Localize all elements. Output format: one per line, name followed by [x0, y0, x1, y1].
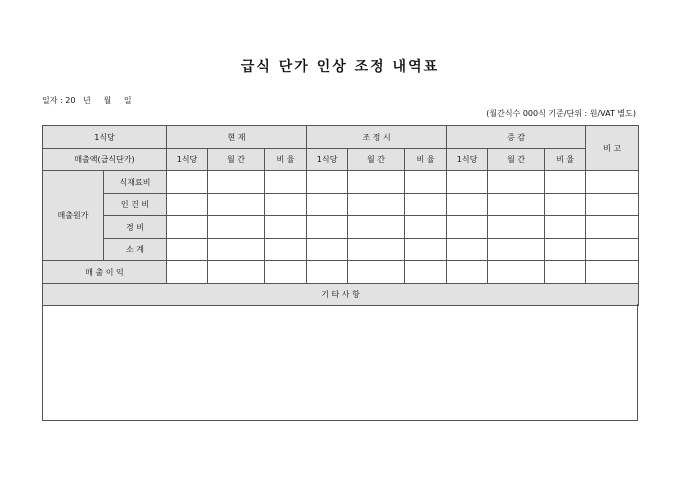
data-cell[interactable] — [307, 194, 348, 216]
sub-header: 비 율 — [405, 149, 447, 171]
data-cell[interactable] — [447, 261, 488, 284]
data-cell[interactable] — [265, 216, 307, 239]
data-cell[interactable] — [167, 216, 208, 239]
data-cell[interactable] — [167, 171, 208, 194]
data-cell[interactable] — [208, 216, 265, 239]
data-cell[interactable] — [405, 261, 447, 284]
gross-profit-label: 매 출 이 익 — [43, 261, 167, 284]
cost-item-label: 인 건 비 — [104, 194, 167, 216]
data-cell[interactable] — [348, 171, 405, 194]
data-cell[interactable] — [307, 261, 348, 284]
data-cell[interactable] — [307, 239, 348, 261]
data-cell[interactable] — [208, 171, 265, 194]
data-cell[interactable] — [447, 239, 488, 261]
unit-note: (월간식수 000식 기준/단위 : 원/VAT 별도) — [486, 109, 636, 118]
data-cell[interactable] — [488, 239, 545, 261]
data-cell[interactable] — [265, 261, 307, 284]
data-cell[interactable] — [405, 216, 447, 239]
data-cell[interactable] — [545, 171, 586, 194]
data-cell[interactable] — [447, 216, 488, 239]
adjusted-header: 조 정 시 — [307, 126, 447, 149]
data-cell[interactable] — [545, 194, 586, 216]
sub-header: 1식당 — [307, 149, 348, 171]
change-header: 증 감 — [447, 126, 586, 149]
data-cell[interactable] — [488, 194, 545, 216]
data-cell[interactable] — [208, 194, 265, 216]
data-cell[interactable] — [405, 194, 447, 216]
sub-header: 비 율 — [265, 149, 307, 171]
cost-item-label: 경 비 — [104, 216, 167, 239]
date-line: 일자 : 20 년 월 일 — [42, 96, 132, 105]
other-matters-box[interactable] — [42, 304, 638, 421]
data-cell[interactable] — [167, 261, 208, 284]
data-cell[interactable] — [307, 216, 348, 239]
data-cell[interactable] — [265, 239, 307, 261]
data-cell[interactable] — [447, 171, 488, 194]
data-cell[interactable] — [348, 216, 405, 239]
price-adjustment-table — [42, 125, 639, 306]
data-cell[interactable] — [586, 194, 639, 216]
data-cell[interactable] — [348, 194, 405, 216]
data-cell[interactable] — [405, 171, 447, 194]
data-cell[interactable] — [447, 194, 488, 216]
sub-header: 1식당 — [447, 149, 488, 171]
data-cell[interactable] — [167, 239, 208, 261]
per-meal-header: 1식당 — [43, 126, 167, 149]
sales-header: 매출액(급식단가) — [43, 149, 167, 171]
data-cell[interactable] — [488, 216, 545, 239]
cost-item-label: 소 계 — [104, 239, 167, 261]
data-cell[interactable] — [208, 261, 265, 284]
sub-header: 1식당 — [167, 149, 208, 171]
data-cell[interactable] — [586, 216, 639, 239]
data-cell[interactable] — [545, 216, 586, 239]
cost-item-label: 식재료비 — [104, 171, 167, 194]
data-cell[interactable] — [208, 239, 265, 261]
cost-group-label: 매출원가 — [43, 171, 104, 261]
data-cell[interactable] — [586, 239, 639, 261]
data-cell[interactable] — [348, 261, 405, 284]
remarks-header: 비 고 — [586, 126, 639, 171]
data-cell[interactable] — [545, 239, 586, 261]
sub-header: 비 율 — [545, 149, 586, 171]
sub-header: 월 간 — [348, 149, 405, 171]
data-cell[interactable] — [586, 171, 639, 194]
data-cell[interactable] — [265, 194, 307, 216]
data-cell[interactable] — [586, 261, 639, 284]
current-header: 현 재 — [167, 126, 307, 149]
sub-header: 월 간 — [488, 149, 545, 171]
data-cell[interactable] — [348, 239, 405, 261]
data-cell[interactable] — [488, 261, 545, 284]
data-cell[interactable] — [307, 171, 348, 194]
data-cell[interactable] — [545, 261, 586, 284]
data-cell[interactable] — [488, 171, 545, 194]
document-title: 급식 단가 인상 조정 내역표 — [240, 59, 440, 75]
other-matters-header: 기 타 사 항 — [43, 284, 639, 306]
data-cell[interactable] — [167, 194, 208, 216]
sub-header: 월 간 — [208, 149, 265, 171]
data-cell[interactable] — [405, 239, 447, 261]
data-cell[interactable] — [265, 171, 307, 194]
